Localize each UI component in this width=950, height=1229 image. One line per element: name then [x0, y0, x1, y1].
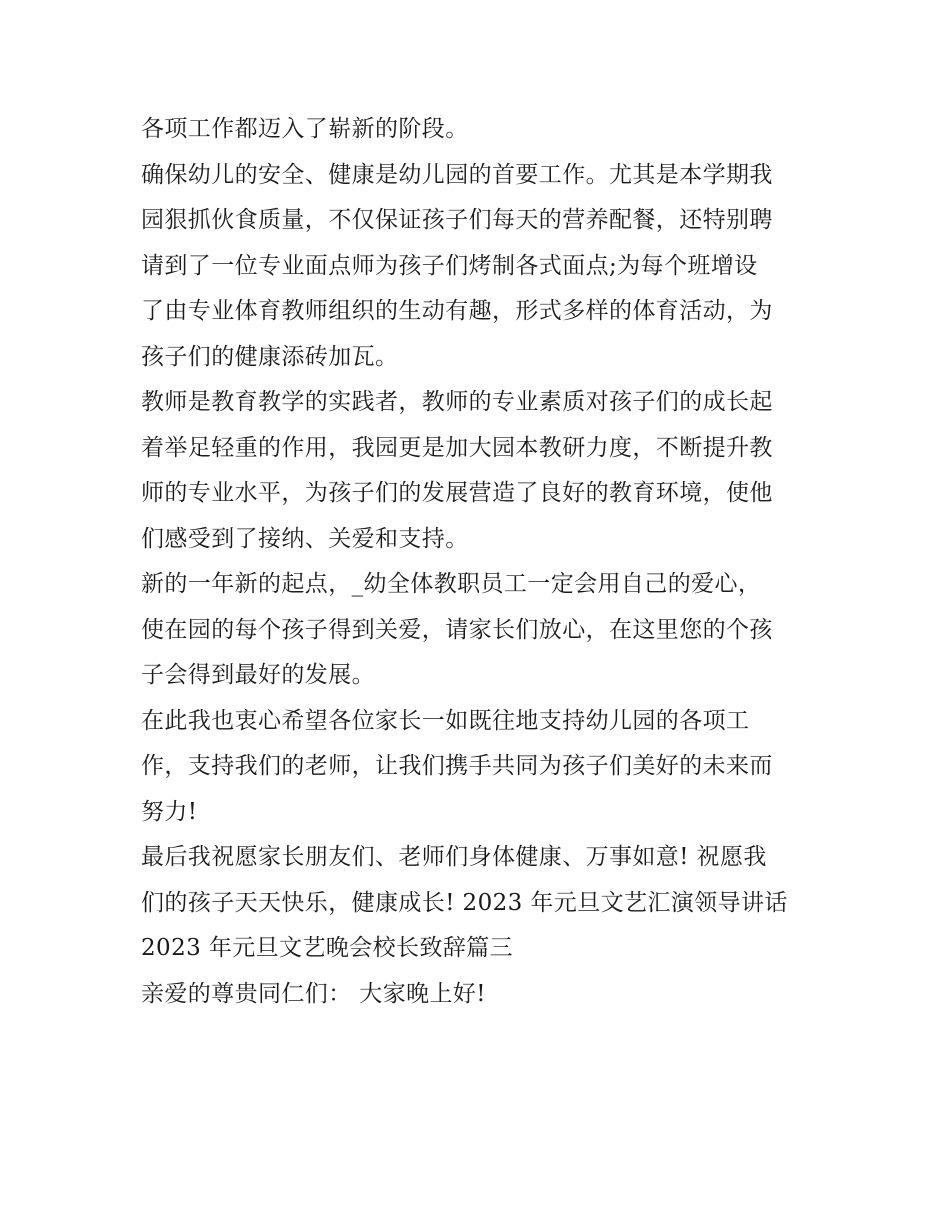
text-line: 努力! [141, 798, 198, 825]
text-line: 各项工作都迈入了崭新的阶段。 [141, 116, 469, 142]
text-line: 2023 年元旦文艺晚会校长致辞篇三 [141, 935, 514, 961]
text-line: 师的专业水平，为孩子们的发展营造了良好的教育环境，使他 [141, 480, 773, 506]
text-line: 园狠抓伙食质量，不仅保证孩子们每天的营养配餐，还特别聘 [141, 207, 773, 233]
text-line: 请到了一位专业面点师为孩子们烤制各式面点;为每个班增设 [141, 252, 758, 279]
text-line: 最后我祝愿家长朋友们、老师们身体健康、万事如意! 祝愿我 [141, 844, 767, 870]
text-line: 亲爱的尊贵同仁们： 大家晚上好! [141, 980, 486, 1007]
text-line: 了由专业体育教师组织的生动有趣，形式多样的体育活动，为 [141, 298, 773, 324]
text-line: 孩子们的健康添砖加瓦。 [141, 343, 399, 370]
text-line: 们感受到了接纳、关爱和支持。 [141, 525, 469, 552]
text-line: 作，支持我们的老师，让我们携手共同为孩子们美好的未来而 [141, 753, 773, 779]
text-line: 确保幼儿的安全、健康是幼儿园的首要工作。尤其是本学期我 [141, 161, 773, 188]
text-line: 新的一年新的起点，_幼全体教职员工一定会用自己的爱心， [141, 571, 762, 597]
text-line: 们的孩子天天快乐，健康成长! 2023 年元旦文艺汇演领导讲话 [141, 889, 788, 916]
document-body [141, 107, 821, 1017]
text-line: 使在园的每个孩子得到关爱，请家长们放心，在这里您的个孩 [141, 616, 773, 643]
text-line: 子会得到最好的发展。 [141, 662, 375, 688]
text-line: 着举足轻重的作用，我园更是加大园本教研力度，不断提升教 [141, 434, 773, 461]
text-line: 教师是教育教学的实践者，教师的专业素质对孩子们的成长起 [141, 389, 773, 415]
text-line: 在此我也衷心希望各位家长一如既往地支持幼儿园的各项工 [141, 707, 750, 734]
